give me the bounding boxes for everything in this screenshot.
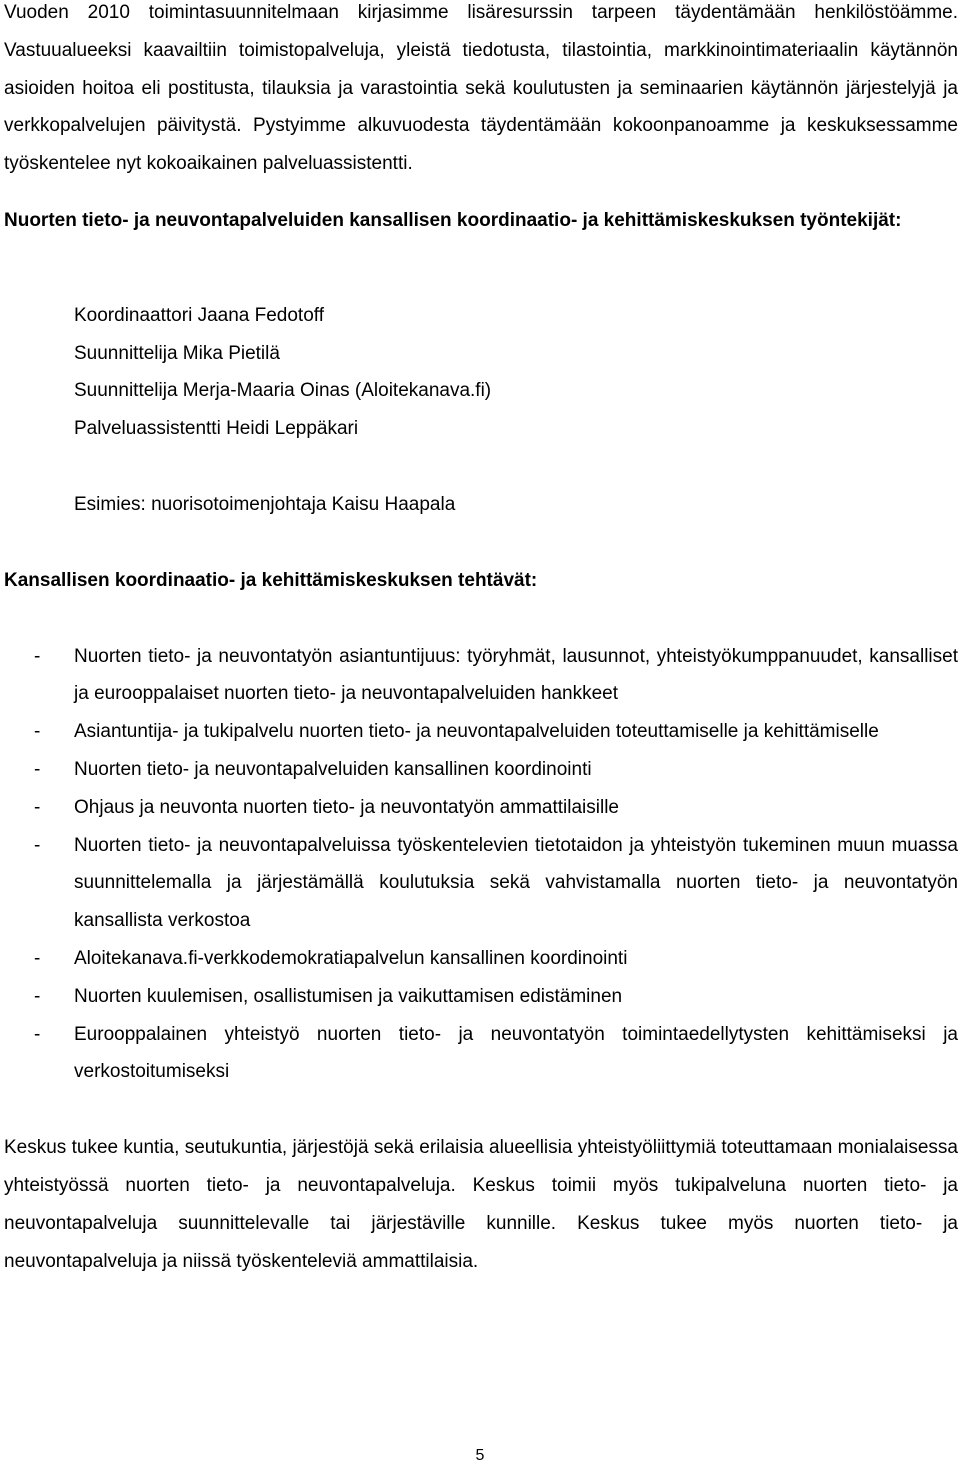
bullet-dash: - bbox=[34, 985, 41, 1007]
staff-member: Palveluassistentti Heidi Leppäkari bbox=[74, 418, 359, 440]
supervisor-line: Esimies: nuorisotoimenjohtaja Kaisu Haapala bbox=[74, 493, 456, 515]
task-item bbox=[4, 789, 958, 827]
staff-list bbox=[4, 297, 958, 448]
task-text: Nuorten tieto- ja neuvontapalveluissa työskentelevien tietotaidon ja yhteistyön tukeminen muun muassa suunnittelemalla ja järjestämällä koulutuksia sekä vahvistamalla nuorten tieto- ja neuvontatyön kansallista verkostoa bbox=[74, 834, 958, 932]
task-item bbox=[4, 940, 958, 978]
bullet-dash: - bbox=[34, 1023, 41, 1045]
staff-member: Suunnittelija Merja-Maaria Oinas (Aloitekanava.fi) bbox=[74, 380, 492, 402]
document-page bbox=[4, 0, 958, 1280]
intro-paragraph: Vuoden 2010 toimintasuunnitelmaan kirjasimme lisäresurssin tarpeen täydentämään henkilöstöämme. Vastuualueeksi kaavailtiin toimistopalveluja, yleistä tiedotusta, tilastointia, markkinointimateriaalin käytännön asioiden hoitoa eli postitusta, tilauksia ja varastointia sekä koulutusten ja seminaarien käytännön järjestelyjä ja verkkopalvelujen päivitystä. Pystyimme alkuvuodesta täydentämään kokoonpanoamme ja keskuksessamme työskentelee nyt kokoaikainen palveluassistentti. bbox=[4, 2, 958, 175]
bullet-dash: - bbox=[34, 796, 41, 818]
tasks-list bbox=[4, 638, 958, 1092]
closing-paragraph: Keskus tukee kuntia, seutukuntia, järjestöjä sekä erilaisia alueellisia yhteistyöliittymiä toteuttamaan monialaisessa yhteistyössä nuorten tieto- ja neuvontapalveluja. Keskus toimii myös tukipalveluna nuorten tieto- ja neuvontapalveluja suunnittelevalle tai järjestäville kunnille. Keskus tukee myös nuorten tieto- ja neuvontapalveluja ja niissä työskenteleviä ammattilaisia. bbox=[4, 1137, 958, 1272]
page-number: 5 bbox=[475, 1447, 485, 1464]
task-text: Aloitekanava.fi-verkkodemokratiapalvelun kansallinen koordinointi bbox=[74, 947, 628, 969]
task-text: Nuorten tieto- ja neuvontapalveluiden kansallinen koordinointi bbox=[74, 758, 592, 780]
bullet-dash: - bbox=[34, 645, 41, 667]
bullet-dash: - bbox=[34, 834, 41, 856]
task-text: Nuorten tieto- ja neuvontatyön asiantuntijuus: työryhmät, lausunnot, yhteistyökumppanuudet, kansalliset ja eurooppalaiset nuorten tieto- ja neuvontapalveluiden hankkeet bbox=[74, 645, 958, 705]
task-item bbox=[4, 978, 958, 1016]
task-item bbox=[4, 638, 958, 714]
bullet-dash: - bbox=[34, 947, 41, 969]
staff-heading: Nuorten tieto- ja neuvontapalveluiden kansallisen koordinaatio- ja kehittämiskeskuksen työntekijät: bbox=[4, 209, 902, 231]
bullet-dash: - bbox=[34, 721, 41, 743]
task-item bbox=[4, 827, 958, 940]
task-text: Asiantuntija- ja tukipalvelu nuorten tieto- ja neuvontapalveluiden toteuttamiselle ja kehittämiselle bbox=[74, 721, 879, 743]
task-text: Ohjaus ja neuvonta nuorten tieto- ja neuvontatyön ammattilaisille bbox=[74, 796, 619, 818]
task-item bbox=[4, 751, 958, 789]
task-item bbox=[4, 1016, 958, 1092]
tasks-heading: Kansallisen koordinaatio- ja kehittämiskeskuksen tehtävät: bbox=[4, 569, 538, 591]
staff-member: Koordinaattori Jaana Fedotoff bbox=[74, 304, 324, 326]
task-text: Eurooppalainen yhteistyö nuorten tieto- ja neuvontatyön toimintaedellytysten kehittämiseksi ja verkostoitumiseksi bbox=[74, 1023, 958, 1083]
bullet-dash: - bbox=[34, 758, 41, 780]
task-item bbox=[4, 713, 958, 751]
task-text: Nuorten kuulemisen, osallistumisen ja vaikuttamisen edistäminen bbox=[74, 985, 623, 1007]
staff-member: Suunnittelija Mika Pietilä bbox=[74, 342, 280, 364]
